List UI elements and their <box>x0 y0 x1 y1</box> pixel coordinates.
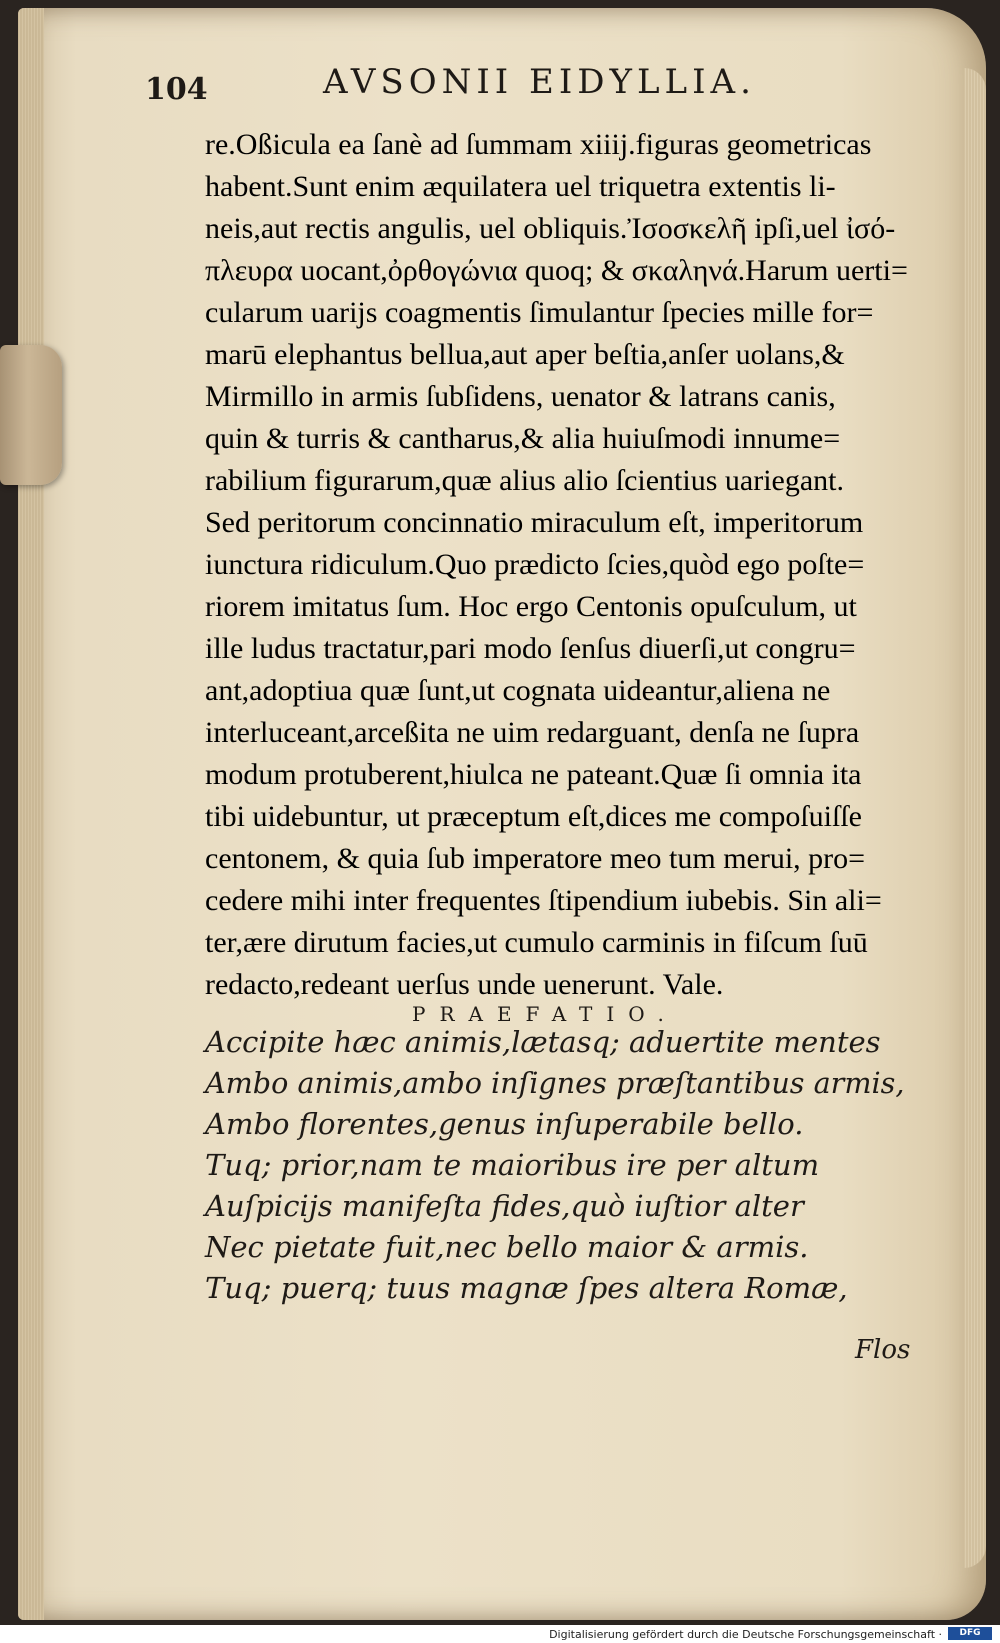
dfg-logo: DFG <box>948 1627 992 1640</box>
prose-line: iunctura ridiculum.Quo prædicto ſcies,quòd ego poſte= <box>205 548 865 581</box>
prose-line: interluceant,arceßita ne uim redarguant, denſa ne ſupra <box>205 716 860 749</box>
page-edges-left <box>18 8 44 1620</box>
prose-line: cularum uarijs coagmentis ſimulantur ſpecies mille for= <box>205 296 874 329</box>
prose-line: ille ludus tractatur,pari modo ſenſus diuerſi,ut congru= <box>205 632 856 665</box>
digitization-footer <box>0 1625 1000 1643</box>
verse-line: Ambo florentes,genus inſuperabile bello. <box>205 1107 804 1141</box>
prose-line: πλευρα uocant,ὀρθογώνια quoq; & σκαληνά.Harum uerti= <box>205 254 908 287</box>
prose-line: ant,adoptiua quæ ſunt,ut cognata uideantur,aliena ne <box>205 674 831 707</box>
running-title: AVSONII EIDYLLIA. <box>323 62 756 102</box>
book-clip <box>0 345 62 485</box>
prose-line: marū elephantus bellua,aut aper beſtia,anſer uolans,& <box>205 338 845 371</box>
prose-line: ter,ære dirutum facies,ut cumulo carminis in fiſcum ſuū <box>205 926 868 959</box>
verse-line: Ambo animis,ambo inſignes præſtantibus armis, <box>205 1066 905 1100</box>
prose-line: redacto,redeant uerſus unde uenerunt. Vale. <box>205 968 724 1001</box>
verse-line: Tuq; puerq; tuus magnæ ſpes altera Romæ, <box>205 1271 848 1305</box>
prose-line: tibi uidebuntur, ut præceptum eſt,dices me compoſuiſſe <box>205 800 862 833</box>
page-edges-right <box>964 68 986 1568</box>
page-number: 104 <box>145 72 208 107</box>
prose-line: Mirmillo in armis ſubſidens, uenator & latrans canis, <box>205 380 836 413</box>
verse-line: Accipite hæc animis,lætasq; aduertite mentes <box>205 1025 881 1059</box>
prose-line: quin & turris & cantharus,& alia huiuſmodi innume= <box>205 422 841 455</box>
prose-line: re.Oßicula ea ſanè ad ſummam xiiij.figuras geometricas <box>205 128 872 161</box>
prose-line: centonem, & quia ſub imperatore meo tum merui, pro= <box>205 842 866 875</box>
verse-line: Auſpicijs manifeſta fides,quò iuſtior alter <box>205 1189 804 1223</box>
prose-line: Sed peritorum concinnatio miraculum eſt, imperitorum <box>205 506 864 539</box>
verse-line: Nec pietate fuit,nec bello maior & armis. <box>205 1230 809 1264</box>
prose-line: modum protuberent,hiulca ne pateant.Quæ ſi omnia ita <box>205 758 862 791</box>
prose-line: riorem imitatus ſum. Hoc ergo Centonis opuſculum, ut <box>205 590 857 623</box>
prose-line: rabilium figurarum,quæ alius alio ſcientius uariegant. <box>205 464 845 497</box>
catchword: Flos <box>855 1335 911 1365</box>
verse-line: Tuq; prior,nam te maioribus ire per altum <box>205 1148 820 1182</box>
page-header <box>145 62 845 108</box>
prose-line: cedere mihi inter frequentes ſtipendium iubebis. Sin ali= <box>205 884 882 917</box>
section-heading: PRAEFATIO. <box>412 1002 678 1026</box>
prose-line: habent.Sunt enim æquilatera uel triquetra extentis li- <box>205 170 836 203</box>
prose-line: neis,aut rectis angulis, uel obliquis.Ἰσοσκελῆ ipſi,uel ἰσό- <box>205 212 896 245</box>
funding-credit: Digitalisierung gefördert durch die Deutsche Forschungsgemeinschaft · <box>549 1628 942 1641</box>
